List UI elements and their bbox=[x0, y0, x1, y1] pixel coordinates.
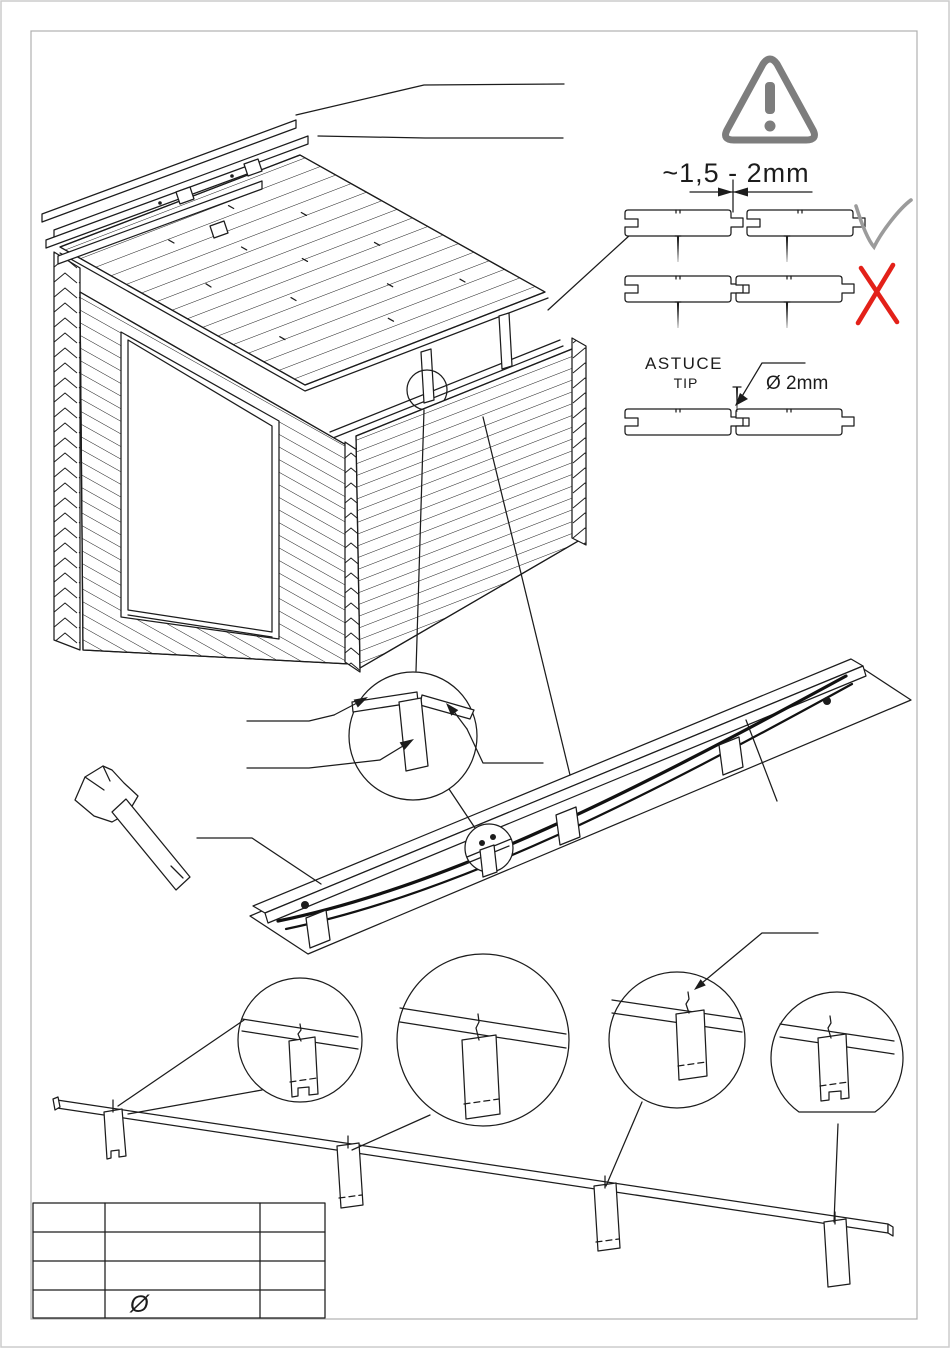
purlin-assembly bbox=[197, 659, 911, 954]
rail-peg bbox=[824, 1219, 850, 1287]
leader-detail-3 bbox=[467, 729, 543, 763]
connector-circle3 bbox=[606, 1102, 642, 1186]
connector-circle1 bbox=[128, 1090, 262, 1114]
detail-circle-rail-1 bbox=[238, 978, 362, 1102]
connector-circle2 bbox=[352, 1115, 430, 1150]
tip-diagram bbox=[625, 387, 854, 435]
rail-peg bbox=[104, 1109, 126, 1159]
drill-diameter-label: Ø 2mm bbox=[766, 373, 829, 394]
leader-roof-to-diagram bbox=[548, 235, 630, 310]
connector-circle4 bbox=[834, 1124, 838, 1222]
door-opening bbox=[128, 340, 272, 632]
gap-dimension bbox=[662, 158, 812, 212]
spacing-diagram-wrong bbox=[625, 276, 854, 328]
detail-circle-rail-3 bbox=[609, 972, 745, 1108]
eave-peg bbox=[421, 349, 434, 403]
connector-circle1 bbox=[118, 1020, 244, 1106]
callout-line-board2 bbox=[318, 136, 563, 138]
gap-dimension-label: ~1,5 - 2mm bbox=[662, 158, 810, 188]
detail-circle-rail-4 bbox=[771, 992, 903, 1112]
tip-label-fr: ASTUCE bbox=[645, 354, 723, 373]
detail-circle-rail-2 bbox=[397, 954, 569, 1126]
warning-triangle-icon bbox=[726, 59, 815, 140]
parts-table bbox=[33, 1203, 325, 1318]
nail-dot bbox=[823, 697, 831, 705]
leader-circle3 bbox=[702, 933, 818, 983]
leader-left bbox=[197, 838, 321, 884]
detail-circle-peg-joint bbox=[247, 672, 543, 800]
hammer-icon bbox=[75, 766, 190, 890]
cross-icon bbox=[858, 265, 897, 323]
table-diameter-symbol: Ø bbox=[130, 1291, 149, 1318]
spacing-diagram-correct bbox=[625, 210, 865, 262]
tip-label-en: TIP bbox=[673, 375, 699, 391]
eave-peg bbox=[499, 313, 512, 369]
callout-line-board1 bbox=[296, 84, 564, 115]
leader-detail-1 bbox=[247, 715, 334, 721]
nail-dot bbox=[301, 901, 309, 909]
